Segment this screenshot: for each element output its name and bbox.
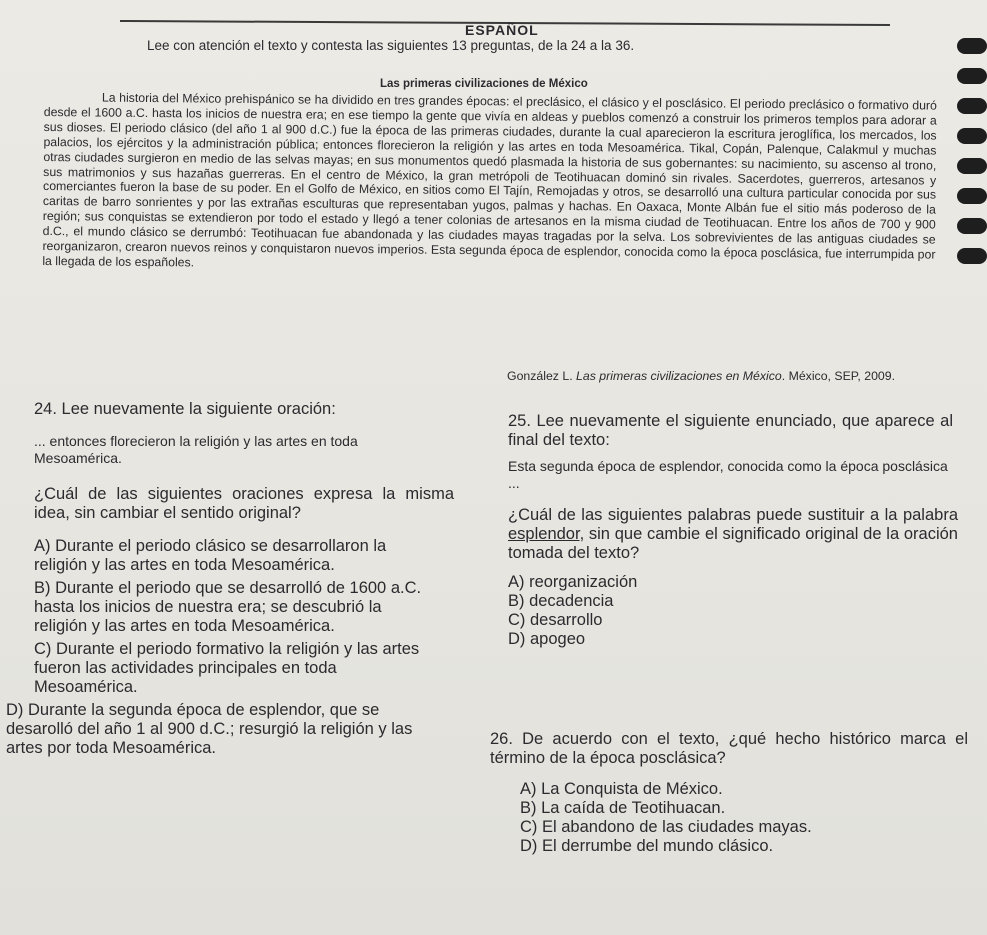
question-25-text-pre: ¿Cuál de las siguientes palabras puede sustituir a la palabra bbox=[508, 506, 958, 524]
question-24-option-b[interactable]: B) Durante el periodo que se desarrolló de 1600 a.C. hasta los inicios de nuestra era; se descubrió la religión y las artes en toda Mesoamérica. bbox=[34, 579, 422, 635]
question-25-option-c[interactable]: C) desarrollo bbox=[508, 611, 603, 629]
question-24-prompt: 24. Lee nuevamente la siguiente oración: bbox=[34, 400, 336, 418]
question-25-prompt: 25. Lee nuevamente el siguiente enunciado, que aparece al final del texto: bbox=[508, 412, 953, 449]
spiral-binding bbox=[940, 30, 987, 290]
question-25-option-b[interactable]: B) decadencia bbox=[508, 592, 614, 610]
spiral-ring bbox=[957, 98, 987, 114]
citation bbox=[507, 369, 895, 383]
spiral-ring bbox=[957, 68, 987, 84]
question-25 bbox=[508, 412, 970, 667]
citation-author: González L. bbox=[507, 369, 577, 383]
citation-rest: . México, SEP, 2009. bbox=[781, 369, 896, 383]
spiral-ring bbox=[957, 248, 987, 264]
question-26-prompt: 26. De acuerdo con el texto, ¿qué hecho histórico marca el término de la época posclásica? bbox=[490, 730, 968, 767]
spiral-ring bbox=[957, 158, 987, 174]
question-25-option-d[interactable]: D) apogeo bbox=[508, 630, 586, 648]
reading-title: Las primeras civilizaciones de México bbox=[380, 78, 588, 90]
reading-passage bbox=[42, 90, 937, 277]
question-24-text: ¿Cuál de las siguientes oraciones expresa la misma idea, sin cambiar el sentido original? bbox=[34, 485, 454, 522]
question-24-option-d[interactable]: D) Durante la segunda época de esplendor, que se desarolló del año 1 al 900 d.C.; resurgió la religión y las artes por toda Mesoamérica. bbox=[6, 701, 413, 757]
spiral-ring bbox=[957, 188, 987, 204]
spiral-ring bbox=[957, 218, 987, 234]
question-25-quote: Esta segunda época de esplendor, conocida como la época posclásica ... bbox=[508, 458, 948, 491]
question-25-option-a[interactable]: A) reorganización bbox=[508, 573, 638, 591]
spiral-ring bbox=[957, 38, 987, 54]
subject-title: ESPAÑOL bbox=[465, 22, 539, 38]
citation-title: Las primeras civilizaciones en México bbox=[576, 369, 782, 383]
passage-text: La historia del México prehispánico se ha dividido en tres grandes épocas: el preclásico, el clásico y el posclásico. El periodo preclásico o formativo duró desde el 1600 a.C. hasta los inicios de nuestra era; en ese tiempo la gente que vivía en aldeas y pueblos comenzó a construir los primeros templos para adorar a sus dioses. El periodo clásico (del año 1 al 900 d.C.) fue la época de las primeras ciudades, durante la cual aparecieron la escritura jeroglífica, los mercados, los palacios, los ejércitos y la administración pública; entonces florecieron la religión y las artes en toda Mesoamérica. Tikal, Copán, Palenque, Calakmul y muchas otras ciudades surgieron en medio de las selvas mayas; en sus monumentos quedó plasmada la historia de sus gobernantes: su nacimiento, su ascenso al trono, sus matrimonios y sus hazañas guerreras. En el centro de México, la gran metrópoli de Teotihuacan dominó sin rivales. Sacerdotes, guerreros, artesanos y comerciantes fueron la base de su poder. En el Golfo de México, en sitios como El Tajín, Remojadas y otros, se desarrolló una cultura particular conocida por sus caritas de barro sonrientes y por las extrañas esculturas que representaban yugos, palmas y hachas. En Oaxaca, Monte Albán fue el sitio más poderoso de la región; sus conquistas se extendieron por todo el estado y llegó a tener colonias de artesanos en la misma ciudad de Teotihuacan. Entre los años de 700 y 900 d.C., el mundo clásico se derrumbó: Teotihuacan fue abandonada y las ciudades mayas tragadas por la selva. Los sobrevivientes de las antiguas ciudades se reorganizaron, crearon nuevos reinos y conquistaron nuevos imperios. Esta segunda época de esplendor, conocida como la época posclásica, fue interrumpida por la llegada de los españoles. bbox=[42, 90, 937, 270]
instructions: Lee con atención el texto y contesta las siguientes 13 preguntas, de la 24 a la 36. bbox=[147, 38, 635, 53]
spiral-ring bbox=[957, 128, 987, 144]
question-26-option-c[interactable]: C) El abandono de las ciudades mayas. bbox=[520, 818, 812, 836]
question-24 bbox=[6, 400, 474, 758]
question-26-option-a[interactable]: A) La Conquista de México. bbox=[520, 780, 723, 798]
question-26 bbox=[490, 730, 970, 856]
question-26-option-b[interactable]: B) La caída de Teotihuacan. bbox=[520, 799, 726, 817]
highlighted-word: esplendor bbox=[508, 525, 580, 543]
question-24-quote: ... entonces florecieron la religión y las artes en toda Mesoamérica. bbox=[34, 433, 358, 466]
question-25-text bbox=[508, 506, 958, 563]
question-24-option-c[interactable]: C) Durante el periodo formativo la religión y las artes fueron las actividades principales en toda Mesoamérica. bbox=[34, 640, 420, 696]
question-26-option-d[interactable]: D) El derrumbe del mundo clásico. bbox=[520, 837, 774, 855]
question-24-option-a[interactable]: A) Durante el periodo clásico se desarrollaron la religión y las artes en toda Mesoamérica. bbox=[34, 537, 387, 574]
question-25-text-post: , sin que cambie el significado original de la oración tomada del texto? bbox=[508, 525, 958, 562]
